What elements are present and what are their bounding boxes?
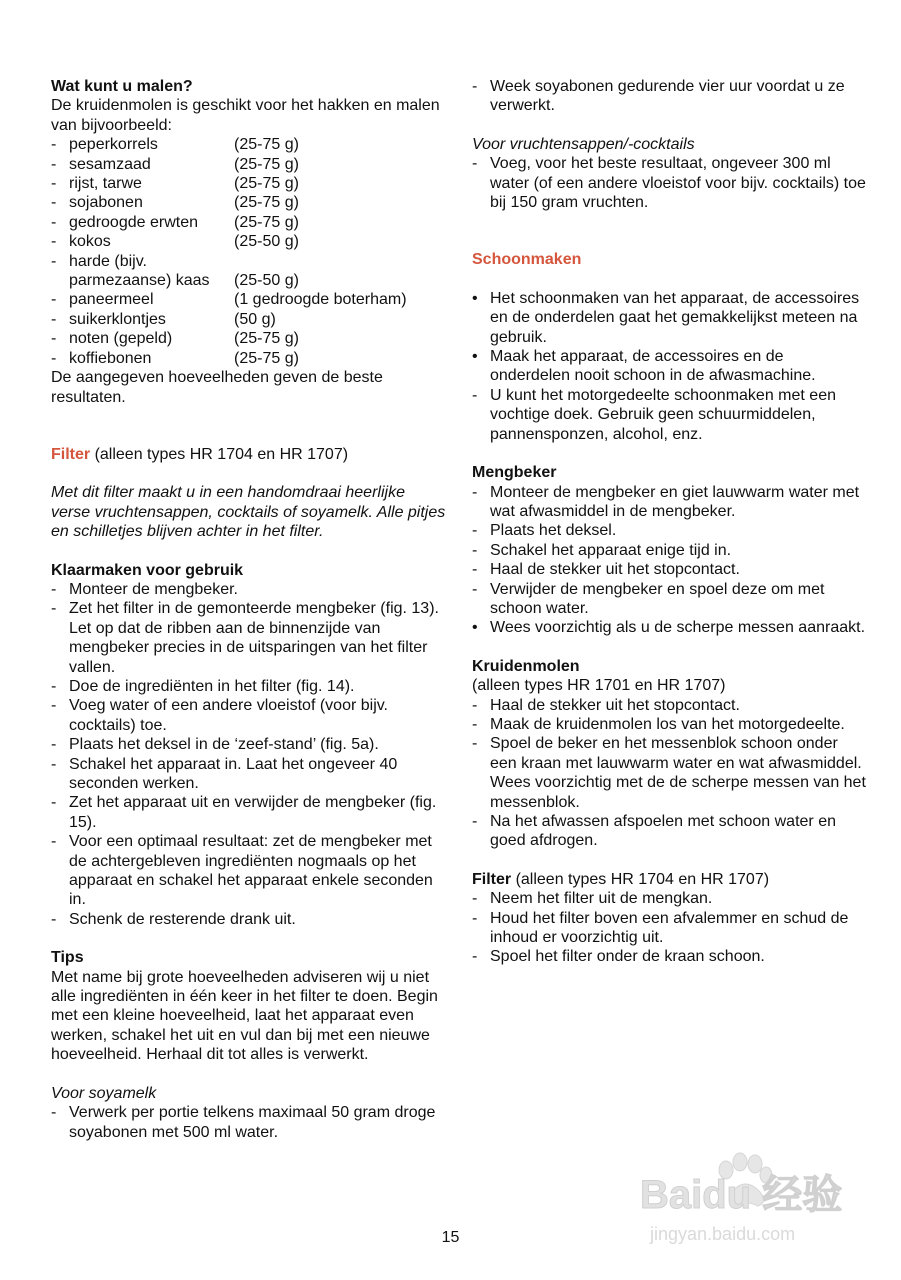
list-item: - Voeg, voor het beste resultaat, ongeveer 300 ml water (of een andere vloeistof voor bijv. cocktails) toe bij 150 gram vruchten.	[472, 155, 866, 212]
list-item: - Zet het apparaat uit en verwijder de mengbeker (fig. 15).	[51, 794, 437, 831]
list-item: - Week soyabonen gedurende vier uur voordat u ze verwerkt.	[472, 78, 845, 115]
list-item: - Spoel het filter onder de kraan schoon.	[472, 948, 765, 966]
list-item: - Voor een optimaal resultaat: zet de mengbeker met de achtergebleven ingrediënten nogmaals op het apparaat en schakel het apparaat enkele seconden in.	[51, 833, 433, 909]
klaar-heading: Klaarmaken voor gebruik	[51, 561, 244, 579]
tips-heading: Tips	[51, 949, 84, 967]
malen-intro: De kruidenmolen is geschikt voor het hakken en malen van bijvoorbeeld:	[51, 97, 440, 134]
list-item: - Haal de stekker uit het stopcontact.	[472, 561, 740, 579]
kruid-heading: Kruidenmolen	[472, 657, 580, 675]
filter-heading	[51, 445, 446, 464]
filter-clean-title: Filter	[472, 870, 512, 888]
list-item: - Houd het filter boven een afvalemmer en schud de inhoud er voorzichtig uit.	[472, 909, 849, 947]
list-item: - paneermeel (1 gedroogde boterham)	[51, 291, 407, 309]
list-item: - sesamzaad (25-75 g)	[51, 155, 299, 173]
vrucht-heading: Voor vruchtensappen/-cocktails	[472, 135, 695, 153]
left-column	[51, 77, 446, 1142]
list-item: - noten (gepeld) (25-75 g)	[51, 330, 299, 348]
schoon-heading: Schoonmaken	[472, 251, 582, 269]
list-item: - Maak de kruidenmolen los van het motorgedeelte.	[472, 715, 845, 733]
list-item: - Schakel het apparaat enige tijd in.	[472, 541, 732, 559]
baidu-logo-icon	[640, 1140, 880, 1275]
list-item: • Wees voorzichtig als u de scherpe messen aanraakt.	[472, 619, 866, 637]
list-item: - peperkorrels (25-75 g)	[51, 136, 299, 154]
filter-title: Filter	[51, 445, 91, 463]
kruid-types: (alleen types HR 1701 en HR 1707)	[472, 677, 726, 695]
filter-intro: Met dit filter maakt u in een handomdraai heerlijke verse vruchtensappen, cocktails of soyamelk. Alle pitjes en schilletjes blijven achter in het filter.	[51, 484, 446, 541]
meng-heading: Mengbeker	[472, 464, 557, 482]
list-item: - sojabonen (25-75 g)	[51, 194, 299, 212]
filter-clean-types: (alleen types HR 1704 en HR 1707)	[511, 870, 770, 888]
malen-note: De aangegeven hoeveelheden geven de beste resultaten.	[51, 369, 383, 406]
list-item: - Monteer de mengbeker.	[51, 580, 238, 598]
list-item: - koffiebonen (25-75 g)	[51, 349, 299, 367]
list-item: - rijst, tarwe (25-75 g)	[51, 175, 299, 193]
page-number: 15	[441, 1229, 460, 1246]
klaar-steps	[51, 580, 446, 929]
watermark-logo-text: Baidu 经验	[640, 1173, 843, 1217]
list-item: - Verwijder de mengbeker en spoel deze om met schoon water.	[472, 580, 825, 617]
kruid-list	[472, 696, 867, 851]
malen-list	[51, 135, 446, 368]
list-item: - Plaats het deksel.	[472, 522, 617, 540]
filter-clean-list	[472, 889, 867, 967]
list-item: - U kunt het motorgedeelte schoonmaken met een vochtige doek. Gebruik geen schuurmiddelen, pannensponzen, alcohol, enz.	[472, 386, 836, 443]
list-item: - Spoel de beker en het messenblok schoon onder een kraan met lauwwarm water en wat afwasmiddel.	[472, 735, 862, 772]
kruid-note: Wees voorzichtig met de de scherpe messen van het messenblok.	[490, 774, 866, 811]
list-item: - Monteer de mengbeker en giet lauwwarm water met wat afwasmiddel in de mengbeker.	[472, 483, 860, 520]
baidu-watermark	[640, 1140, 880, 1275]
meng-list	[472, 483, 867, 638]
list-item: • Maak het apparaat, de accessoires en de onderdelen nooit schoon in de afwasmachine.	[472, 348, 816, 385]
list-item: - Voeg water of een andere vloeistof (voor bijv. cocktails) toe.	[51, 697, 388, 734]
tips-text: Met name bij grote hoeveelheden adviseren wij u niet alle ingrediënten in één keer in het filter te doen. Begin met een kleine hoeveelheid, laat het apparaat even werken, schakel het uit en vul dan bij met een nieuwe hoeveelheid. Herhaal dit tot alles is verwerkt.	[51, 968, 438, 1064]
filter-clean-heading	[472, 870, 867, 889]
list-item: parmezaanse) kaas (25-50 g)	[69, 272, 299, 290]
list-item: - Zet het filter in de gemonteerde mengbeker (fig. 13). Let op dat de ribben aan de binnenzijde van mengbeker precies in de uitsparingen van het filter vallen.	[51, 600, 439, 676]
list-item: - harde (bijv.	[51, 252, 147, 270]
schoon-list	[472, 289, 867, 444]
list-item: • Het schoonmaken van het apparaat, de accessoires en de onderdelen gaat het gemakkelijkst meteen na gebruik.	[472, 289, 860, 346]
list-item: - kokos (25-50 g)	[51, 233, 299, 251]
watermark-url: jingyan.baidu.com	[650, 1224, 796, 1244]
list-item: - Neem het filter uit de mengkan.	[472, 890, 713, 908]
list-item: - Na het afwassen afspoelen met schoon water en goed afdrogen.	[472, 813, 836, 850]
list-item: - Schakel het apparaat in. Laat het ongeveer 40 seconden werken.	[51, 755, 398, 792]
malen-heading: Wat kunt u malen?	[51, 78, 193, 95]
list-item: - suikerklontjes (50 g)	[51, 310, 276, 328]
list-item: - Schenk de resterende drank uit.	[51, 910, 296, 928]
list-item: - Haal de stekker uit het stopcontact.	[472, 696, 740, 714]
soya-heading: Voor soyamelk	[51, 1084, 157, 1102]
list-item: - gedroogde erwten (25-75 g)	[51, 213, 299, 231]
list-item: - Verwerk per portie telkens maximaal 50 gram droge soyabonen met 500 ml water.	[51, 1104, 436, 1141]
list-item: - Plaats het deksel in de ‘zeef-stand’ (fig. 5a).	[51, 736, 379, 754]
list-item: - Doe de ingrediënten in het filter (fig. 14).	[51, 677, 355, 695]
right-column	[472, 77, 867, 967]
filter-types: (alleen types HR 1704 en HR 1707)	[90, 445, 349, 463]
